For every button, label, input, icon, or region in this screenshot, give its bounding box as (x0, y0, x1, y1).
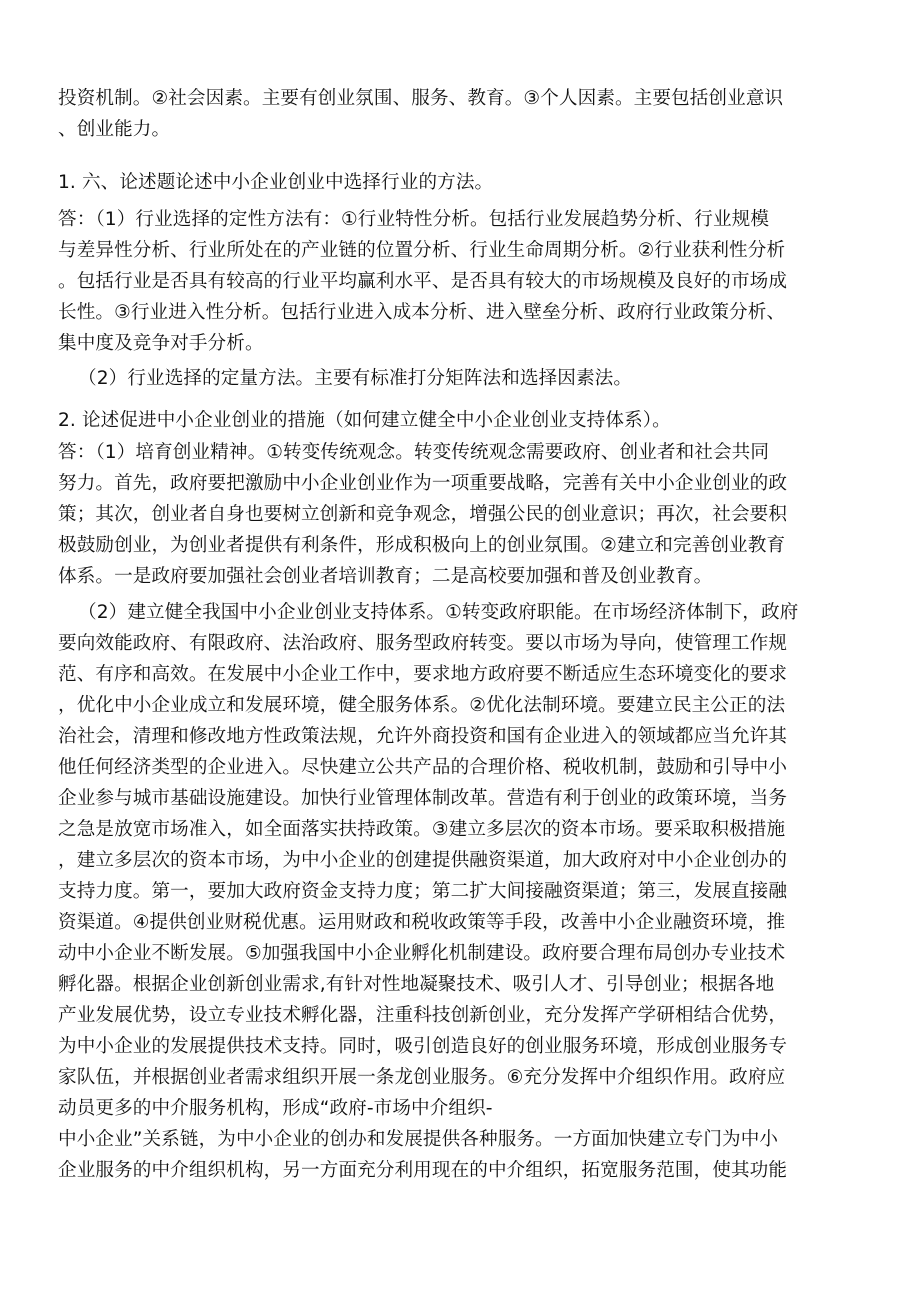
text-line: 答：（1）行业选择的定性方法有：①行业特性分析。包括行业发展趋势分析、行业规模 (58, 209, 770, 230)
text-line: 动员更多的中介服务机构，形成“政府-市场中介组织- (58, 1098, 493, 1119)
text-line: 范、有序和高效。在发展中小企业工作中，要求地方政府要不断适应生态环境变化的要求 (58, 664, 788, 685)
text-line: 要向效能政府、有限政府、法治政府、服务型政府转变。要以市场为导向，使管理工作规 (58, 633, 788, 654)
text-line: 家队伍，并根据创业者需求组织开展一条龙创业服务。⑥充分发挥中介组织作用。政府应 (58, 1067, 786, 1088)
text-line: 资渠道。④提供创业财税优惠。运用财政和税收政策等手段，改善中小企业融资环境，推 (58, 912, 786, 933)
text-line: 企业参与城市基础设施建设。加快行业管理体制改革。营造有利于创业的政策环境，当务 (58, 788, 788, 809)
question-heading: 2. 论述促进中小企业创业的措施（如何建立健全中小企业创业支持体系）。 (58, 410, 671, 431)
text-line: 。包括行业是否具有较高的行业平均赢利水平、是否具有较大的市场规模及良好的市场成 (58, 271, 788, 292)
text-line: 治社会，清理和修改地方性政策法规，允许外商投资和国有企业进入的领域都应当允许其 (58, 726, 788, 747)
text-line: 与差异性分析、行业所处在的产业链的位置分析、行业生命周期分析。②行业获利性分析 (58, 240, 786, 261)
text-line: 企业服务的中介组织机构，另一方面充分利用现在的中介组织，拓宽服务范围，使其功能 (58, 1160, 788, 1181)
text-line: 动中小企业不断发展。⑤加强我国中小企业孵化机制建设。政府要合理布局创办专业技术 (58, 943, 786, 964)
text-line: （2）建立健全我国中小企业创业支持体系。①转变政府职能。在市场经济体制下，政府 (78, 602, 799, 623)
text-line: 他任何经济类型的企业进入。尽快建立公共产品的合理价格、税收机制，鼓励和引导中小 (58, 757, 788, 778)
text-line: 之急是放宽市场准入，如全面落实扶持政策。③建立多层次的资本市场。要采取积极措施 (58, 819, 786, 840)
text-line: 长性。③行业进入性分析。包括行业进入成本分析、进入壁垒分析、政府行业政策分析、 (58, 302, 786, 323)
text-line: 支持力度。第一，要加大政府资金支持力度；第二扩大间接融资渠道；第三，发展直接融 (58, 881, 788, 902)
text-line: 产业发展优势，设立专业技术孵化器，注重科技创新创业，充分发挥产学研相结合优势， (58, 1005, 788, 1026)
text-line: （2）行业选择的定量方法。主要有标准打分矩阵法和选择因素法。 (78, 368, 633, 389)
text-line: 、创业能力。 (58, 119, 171, 140)
text-line: 策；其次，创业者自身也要树立创新和竞争观念，增强公民的创业意识；再次，社会要积 (58, 504, 788, 525)
text-line: 努力。首先，政府要把激励中小企业创业作为一项重要战略，完善有关中小企业创业的政 (58, 473, 788, 494)
text-line: 体系。一是政府要加强社会创业者培训教育；二是高校要加强和普及创业教育。 (58, 566, 713, 587)
text-line: 中小企业”关系链，为中小企业的创办和发展提供各种服务。一方面加快建立专门为中小 (58, 1129, 779, 1150)
text-line: ，建立多层次的资本市场，为中小企业的创建提供融资渠道，加大政府对中小企业创办的 (58, 850, 788, 871)
question-heading: 1. 六、论述题论述中小企业创业中选择行业的方法。 (58, 172, 494, 193)
text-line: 极鼓励创业，为创业者提供有利条件，形成积极向上的创业氛围。②建立和完善创业教育 (58, 535, 786, 556)
text-line: 集中度及竞争对手分析。 (58, 333, 264, 354)
text-line: 孵化器。根据企业创新创业需求,有针对性地凝聚技术、吸引人才、引导创业；根据各地 (58, 974, 775, 995)
text-line: ，优化中小企业成立和发展环境，健全服务体系。②优化法制环境。要建立民主公正的法 (58, 695, 786, 716)
text-line: 答：（1）培育创业精神。①转变传统观念。转变传统观念需要政府、创业者和社会共同 (58, 442, 770, 463)
text-line: 投资机制。②社会因素。主要有创业氛围、服务、教育。③个人因素。主要包括创业意识 (58, 88, 784, 109)
text-line: 为中小企业的发展提供技术支持。同时，吸引创造良好的创业服务环境，形成创业服务专 (58, 1036, 788, 1057)
